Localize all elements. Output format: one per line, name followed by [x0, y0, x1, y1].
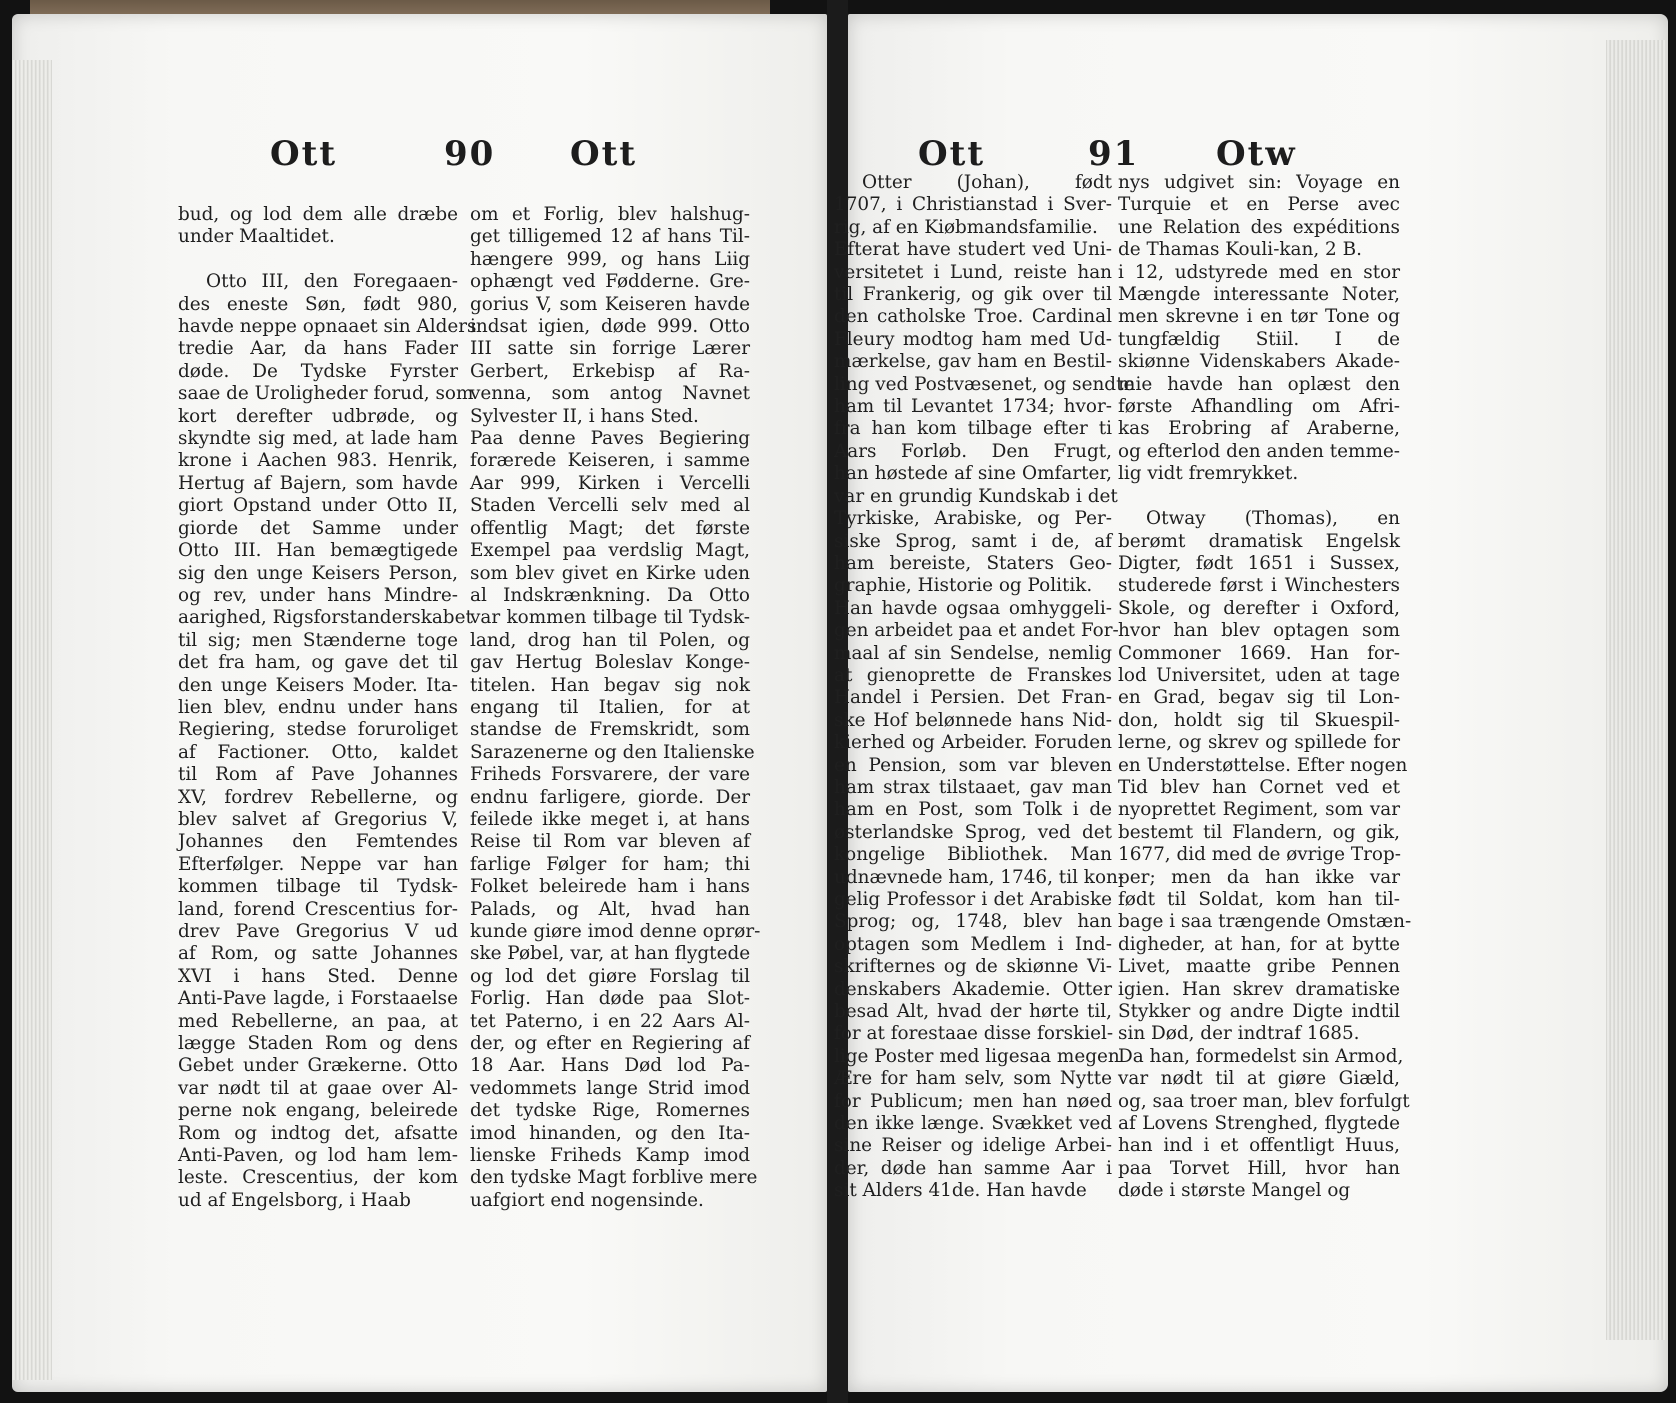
text-line: Turquie et en Perse avec: [1118, 194, 1400, 216]
text-line: Efterfølger. Neppe var han: [178, 853, 458, 875]
text-line: blev salvet af Gregorius V,: [178, 808, 458, 830]
right-page-number: 91: [1088, 134, 1140, 174]
text-line: lien blev, endnu under hans: [178, 696, 458, 718]
text-line: gav Hertug Boleslav Konge-: [470, 652, 750, 674]
text-line: III satte sin forrige Lærer: [470, 338, 750, 360]
text-line: den unge Keisers Moder. Ita-: [178, 674, 458, 696]
text-line: offentlig Magt; det første: [470, 517, 750, 539]
text-line: XVI i hans Sted. Denne: [178, 965, 458, 987]
text-line: lægge Staden Rom og dens: [178, 1033, 458, 1055]
text-line: tet Paterno, i en 22 Aars Al-: [470, 1010, 750, 1032]
text-line: Fleury modtog ham med Ud-: [834, 328, 1112, 350]
text-line: forærede Keiseren, i samme: [470, 450, 750, 472]
text-line: Rom og indtog det, afsatte: [178, 1122, 458, 1144]
text-line: siske Sprog, samt i de, af: [834, 530, 1112, 552]
right-header-keyword-left: Ott: [918, 134, 986, 174]
text-line: uafgiort end nogensinde.: [470, 1189, 704, 1211]
text-line: [1118, 486, 1400, 508]
text-line: gorius V, som Keiseren havde: [470, 293, 750, 315]
text-line: var kommen tilbage til Tydsk-: [470, 607, 750, 629]
text-line: nys udgivet sin: Voyage en: [1118, 172, 1400, 193]
left-column-2: [470, 204, 761, 1212]
text-line: besad Alt, hvad der hørte til,: [834, 1001, 1112, 1023]
text-line: lig vidt fremrykket.: [1118, 463, 1299, 485]
left-page: [12, 14, 827, 1392]
text-line: Skole, og derefter i Oxford,: [1118, 597, 1400, 619]
text-line: den catholske Troe. Cardinal: [834, 306, 1112, 328]
text-line: land, drog han til Polen, og: [470, 629, 750, 651]
text-line: rig, af en Kiøbmandsfamilie.: [834, 216, 1098, 238]
text-line: kunde giøre imod denne oprør-: [470, 921, 761, 942]
text-line: en Pension, som var bleven: [834, 754, 1112, 776]
text-line: Handel i Persien. Det Fran-: [834, 687, 1112, 709]
text-line: Tid blev han Cornet ved et: [1118, 776, 1400, 798]
text-line: vedommets lange Strid imod: [470, 1077, 750, 1099]
text-line: Anti-Pave lagde, i Forstaaelse: [178, 988, 458, 1010]
left-column-1: [178, 204, 477, 1212]
text-line: det fra ham, og gave det til: [178, 652, 458, 674]
text-line: sig den unge Keisers Person,: [178, 562, 458, 584]
text-line: Friheds Forsvarere, der vare: [470, 764, 750, 786]
right-header-keyword-right: Otw: [1216, 134, 1297, 174]
text-line: Commoner 1669. Han for-: [1118, 642, 1400, 664]
text-line: til sig; men Stænderne toge: [178, 629, 458, 651]
text-line: maal af sin Sendelse, nemlig: [834, 642, 1112, 664]
text-line: Ære for ham selv, som Nytte: [834, 1068, 1112, 1090]
text-line: tredie Aar, da hans Fader: [178, 338, 458, 360]
text-line: Aar 999, Kirken i Vercelli: [470, 472, 750, 494]
text-line: Stykker og andre Digte indtil: [1118, 1001, 1400, 1023]
text-line: han ind i et offentligt Huus,: [1118, 1135, 1400, 1157]
text-line: til Rom af Pave Johannes: [178, 764, 458, 786]
text-line: ske Pøbel, var, at han flygtede: [470, 943, 751, 965]
text-line: Staden Vercelli selv med al: [470, 495, 750, 517]
text-line: per; men da han ikke var: [1118, 866, 1400, 888]
text-line: Gerbert, Erkebisp af Ra-: [470, 360, 750, 382]
text-line: Hertug af Bajern, som havde: [178, 472, 458, 494]
text-line: kas Erobring af Araberne,: [1118, 418, 1400, 440]
text-line: ham strax tilstaaet, gav man: [834, 776, 1112, 798]
text-line: mærkelse, gav ham en Bestil-: [834, 351, 1112, 373]
text-line: gen arbeidet paa et andet For-: [834, 620, 1119, 642]
text-line: titelen. Han begav sig nok: [470, 674, 750, 696]
text-line: Anti-Paven, og lod ham lem-: [178, 1145, 458, 1167]
text-line: af Rom, og satte Johannes: [178, 943, 458, 965]
text-line: ske Hof belønnede hans Nid-: [834, 709, 1112, 731]
text-line: venna, som antog Navnet: [470, 383, 750, 405]
text-line: ham en Post, som Tolk i de: [834, 799, 1112, 821]
text-line: udnævnede ham, 1746, til kon-: [834, 866, 1125, 888]
text-line: sin Død, der indtraf 1685.: [1118, 1023, 1360, 1045]
text-line: standse de Fremskridt, som: [470, 719, 750, 741]
text-line: imod hinanden, og den Ita-: [470, 1122, 750, 1144]
text-line: de Thamas Kouli-kan, 2 B.: [1118, 239, 1362, 261]
text-line: og efterlod den anden temme-: [1118, 440, 1400, 462]
text-line: 18 Aar. Hans Død lod Pa-: [470, 1055, 750, 1077]
text-line: lienske Friheds Kamp imod: [470, 1145, 750, 1167]
text-line: havde neppe opnaaet sin Alders: [178, 316, 477, 338]
text-line: 1677, did med de øvrige Trop-: [1118, 844, 1401, 866]
text-line: var en grundig Kundskab i det: [834, 485, 1118, 507]
left-header-keyword-right: Ott: [570, 134, 638, 174]
right-page-edges: [1606, 40, 1666, 1340]
text-line: lige Poster med ligesaa megen: [834, 1045, 1120, 1067]
text-line: Mængde interessante Noter,: [1118, 284, 1400, 306]
text-line: Regiering, stedse foruroliget: [178, 719, 458, 741]
text-line: lerne, og skrev og spillede for: [1118, 732, 1400, 754]
text-line: kierhed og Arbeider. Foruden: [834, 732, 1112, 754]
text-line: krone i Aachen 983. Henrik,: [178, 450, 458, 472]
text-line: til Frankerig, og gik over til: [834, 284, 1112, 306]
text-line: døde. De Tydske Fyrster: [178, 360, 458, 382]
text-line: ham bereiste, Staters Geo-: [834, 552, 1112, 574]
text-line: i 12, udstyrede med en stor: [1118, 261, 1400, 283]
text-line: og, saa troer man, blev forfulgt: [1118, 1090, 1410, 1112]
text-line: bage i saa trængende Omstæn-: [1118, 911, 1412, 933]
text-line: Paa denne Paves Begiering: [470, 428, 750, 450]
text-line: den ikke længe. Svækket ved: [834, 1113, 1112, 1135]
text-line: giort Opstand under Otto II,: [178, 495, 458, 517]
right-page: [834, 14, 1668, 1392]
text-line: optagen som Medlem i Ind-: [834, 933, 1112, 955]
text-line: lod Universitet, uden at tage: [1118, 664, 1400, 686]
text-line: han høstede af sine Omfarter,: [834, 463, 1112, 485]
text-line: tungfældig Stiil. I de: [1118, 328, 1400, 350]
text-line: gelig Professor i det Arabiske: [834, 889, 1112, 910]
text-line: var nødt til at giøre Giæld,: [1118, 1068, 1400, 1090]
text-line: den tydske Magt forblive mere: [470, 1167, 758, 1189]
text-line: født til Soldat, kom han til-: [1118, 889, 1400, 910]
text-line: digheder, at han, for at bytte: [1118, 933, 1400, 955]
text-line: denskabers Akademie. Otter: [834, 978, 1112, 1000]
text-line: [178, 249, 458, 271]
text-line: perne nok engang, beleirede: [178, 1100, 458, 1122]
text-line: Otto III. Han bemægtigede: [178, 540, 458, 562]
text-line: don, holdt sig til Skuespil-: [1118, 709, 1400, 731]
text-line: en Grad, begav sig til Lon-: [1118, 687, 1400, 709]
text-line: med Rebellerne, an paa, at: [178, 1010, 458, 1032]
text-line: skrifternes og de skiønne Vi-: [834, 956, 1112, 978]
left-page-header: [12, 134, 827, 184]
text-line: ham til Levantet 1734; hvor-: [834, 396, 1112, 418]
text-line: Exempel paa verdslig Magt,: [470, 540, 750, 562]
text-line: Sprog; og, 1748, blev han: [834, 911, 1112, 933]
text-line: Efterat have studert ved Uni-: [834, 239, 1112, 261]
text-line: Gebet under Grækerne. Otto: [178, 1055, 458, 1077]
text-line: drev Pave Gregorius V ud: [178, 921, 458, 942]
text-line: Han havde ogsaa omhyggeli-: [834, 597, 1112, 619]
text-line: første Afhandling om Afri-: [1118, 396, 1400, 418]
text-line: Tyrkiske, Arabiske, og Per-: [834, 508, 1112, 530]
text-line: Livet, maatte gribe Pennen: [1118, 956, 1400, 978]
text-line: under Maaltidet.: [178, 226, 335, 248]
text-line: hvor han blev optagen som: [1118, 620, 1400, 642]
text-line: igien. Han skrev dramatiske: [1118, 978, 1400, 1000]
text-line: Digter, født 1651 i Sussex,: [1118, 552, 1400, 574]
text-line: kommen tilbage til Tydsk-: [178, 876, 458, 898]
text-line: Johannes den Femtendes: [178, 831, 458, 853]
text-line: om et Forlig, blev halshug-: [470, 204, 750, 225]
text-line: kort derefter udbrøde, og: [178, 405, 458, 427]
text-line: al Indskrænkning. Da Otto: [470, 584, 750, 606]
text-line: for Publicum; men han nøed: [834, 1090, 1112, 1112]
text-line: skyndte sig med, at lade ham: [178, 428, 458, 450]
right-column-1: [834, 172, 1135, 1203]
text-line: berømt dramatisk Engelsk: [1118, 530, 1400, 552]
left-page-number: 90: [444, 134, 496, 174]
text-line: aarighed, Rigsforstanderskabet: [178, 607, 473, 629]
text-line: land, forend Crescentius for-: [178, 898, 458, 920]
text-line: kongelige Bibliothek. Man: [834, 844, 1112, 866]
text-line: mie havde han oplæst den: [1118, 373, 1400, 395]
text-line: Otway (Thomas), en: [1146, 508, 1400, 530]
text-line: bestemt til Flandern, og gik,: [1118, 821, 1400, 843]
text-line: og rev, under hans Mindre-: [178, 584, 458, 606]
text-line: døde i største Mangel og: [1118, 1180, 1351, 1202]
text-line: der, og efter en Regiering af: [470, 1033, 750, 1055]
text-line: og lod det giøre Forslag til: [470, 965, 750, 987]
text-line: som blev givet en Kirke uden: [470, 562, 750, 584]
text-line: sit Alders 41de. Han havde: [834, 1180, 1087, 1202]
text-line: en Understøttelse. Efter nogen: [1118, 754, 1408, 776]
left-page-edges: [12, 60, 52, 1380]
text-line: hængere 999, og hans Liig: [470, 248, 750, 270]
text-line: Da han, formedelst sin Armod,: [1118, 1045, 1404, 1067]
text-line: XV, fordrev Rebellerne, og: [178, 786, 458, 808]
text-line: feilede ikke meget i, at hans: [470, 808, 750, 830]
text-line: af Factioner. Otto, kaldet: [178, 741, 458, 763]
text-line: Palads, og Alt, hvad han: [470, 898, 750, 920]
text-line: at gienoprette de Franskes: [834, 664, 1112, 686]
text-line: af Lovens Strenghed, flygtede: [1118, 1113, 1400, 1135]
text-line: 1707, i Christianstad i Sver-: [834, 194, 1112, 216]
text-line: Reise til Rom var bleven af: [470, 831, 750, 853]
text-line: ud af Engelsborg, i Haab: [178, 1189, 411, 1211]
text-line: men skrevne i en tør Tone og: [1118, 306, 1400, 328]
text-line: sine Reiser og idelige Arbei-: [834, 1135, 1112, 1157]
right-column-2: [1118, 172, 1412, 1203]
text-line: Sylvester II, i hans Sted.: [470, 405, 699, 427]
text-line: ophængt ved Fødderne. Gre-: [470, 271, 750, 293]
text-line: Sarazenerne og den Italienske: [470, 741, 755, 763]
text-line: for at forestaae disse forskiel-: [834, 1023, 1114, 1045]
text-line: Otter (Johan), født: [862, 172, 1112, 193]
text-line: farlige Følger for ham; thi: [470, 853, 750, 875]
text-line: østerlandske Sprog, ved det: [834, 821, 1112, 843]
text-line: paa Torvet Hill, hvor han: [1118, 1157, 1400, 1179]
text-line: ling ved Postvæsenet, og sendte: [834, 373, 1135, 395]
text-line: des eneste Søn, født 980,: [178, 293, 458, 315]
text-line: get tilligemed 12 af hans Til-: [470, 226, 750, 248]
left-header-keyword-left: Ott: [270, 134, 338, 174]
text-line: endnu farligere, giorde. Der: [470, 786, 750, 808]
text-line: var nødt til at gaae over Al-: [178, 1077, 458, 1099]
text-line: fra han kom tilbage efter ti: [834, 418, 1112, 440]
text-line: Folket beleirede ham i hans: [470, 876, 750, 898]
text-line: saae de Uroligheder forud, som: [178, 383, 474, 405]
text-line: Forlig. Han døde paa Slot-: [470, 988, 750, 1010]
text-line: indsat igien, døde 999. Otto: [470, 316, 750, 338]
text-line: studerede først i Winchesters: [1118, 575, 1400, 597]
text-line: det tydske Rige, Romernes: [470, 1100, 750, 1122]
text-line: leste. Crescentius, der kom: [178, 1167, 458, 1189]
text-line: engang til Italien, for at: [470, 696, 750, 718]
text-line: nyoprettet Regiment, som var: [1118, 799, 1400, 821]
text-line: giorde det Samme under: [178, 517, 458, 539]
text-line: bud, og lod dem alle dræbe: [178, 204, 458, 225]
text-line: versitetet i Lund, reiste han: [834, 261, 1112, 283]
text-line: skiønne Videnskabers Akade-: [1118, 351, 1400, 373]
text-line: graphie, Historie og Politik.: [834, 575, 1093, 597]
text-line: der, døde han samme Aar i: [834, 1157, 1112, 1179]
text-line: une Relation des expéditions: [1118, 216, 1400, 238]
text-line: Otto III, den Foregaaen-: [206, 271, 458, 293]
text-line: Aars Forløb. Den Frugt,: [834, 440, 1112, 462]
